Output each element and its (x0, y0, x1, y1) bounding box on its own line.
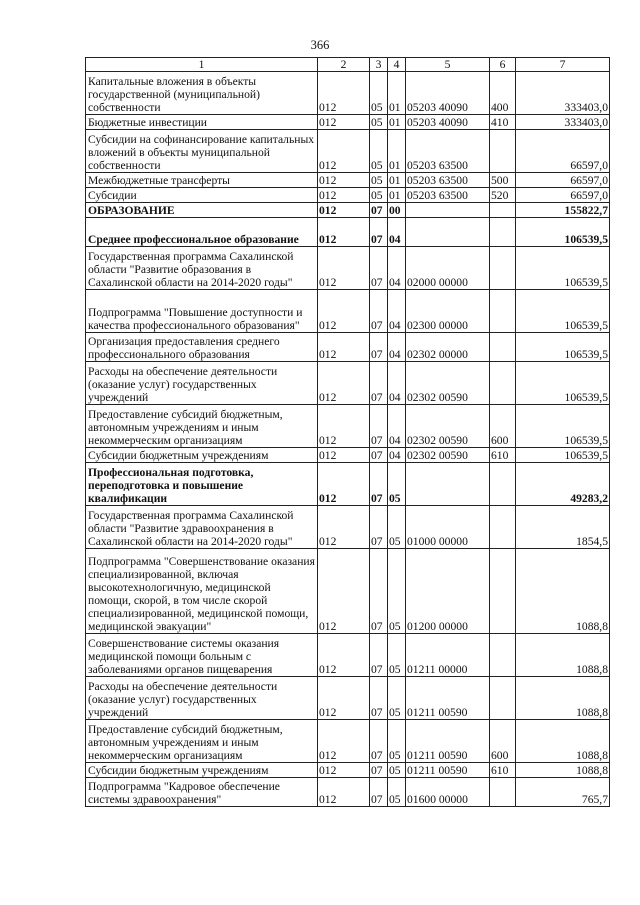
column-header-1: 1 (86, 58, 318, 72)
row-expense-type (490, 506, 516, 549)
row-amount: 155822,7 (516, 203, 610, 218)
row-ministry-code: 012 (318, 634, 370, 677)
table-row (86, 72, 610, 115)
row-subsection: 04 (388, 448, 406, 463)
row-target-article: 05203 63500 (406, 173, 490, 188)
row-subsection: 04 (388, 290, 406, 333)
row-name: Подпрограмма "Кадровое обеспечение системы здравоохранения" (86, 778, 318, 807)
row-expense-type (490, 203, 516, 218)
row-ministry-code: 012 (318, 333, 370, 362)
table-row (86, 218, 610, 247)
row-target-article: 05203 63500 (406, 188, 490, 203)
column-header-3: 3 (370, 58, 388, 72)
row-subsection: 01 (388, 130, 406, 173)
row-target-article: 02302 00590 (406, 405, 490, 448)
row-expense-type (490, 463, 516, 506)
row-name: Предоставление субсидий бюджетным, автономным учреждениям и иным некоммерческим организациям (86, 720, 318, 763)
row-section: 07 (370, 549, 388, 634)
row-amount: 1088,8 (516, 763, 610, 778)
table-body (86, 72, 610, 807)
row-ministry-code: 012 (318, 218, 370, 247)
table-row (86, 247, 610, 290)
table-row (86, 130, 610, 173)
row-amount: 49283,2 (516, 463, 610, 506)
row-subsection: 05 (388, 549, 406, 634)
row-ministry-code: 012 (318, 188, 370, 203)
row-expense-type: 410 (490, 115, 516, 130)
row-expense-type (490, 290, 516, 333)
page-number: 366 (310, 38, 330, 52)
table-row (86, 448, 610, 463)
row-expense-type: 520 (490, 188, 516, 203)
row-section: 07 (370, 218, 388, 247)
row-ministry-code: 012 (318, 549, 370, 634)
row-name: Субсидии бюджетным учреждениям (86, 763, 318, 778)
row-amount: 1088,8 (516, 549, 610, 634)
row-name: Предоставление субсидий бюджетным, автономным учреждениям и иным некоммерческим организациям (86, 405, 318, 448)
row-name: Подпрограмма "Совершенствование оказания специализированной, включая высокотехнологичную, медицинской помощи, скорой, в том числе скорой специализированной, медицинской помощи, медицинской эвакуации" (86, 549, 318, 634)
row-subsection: 04 (388, 362, 406, 405)
row-expense-type: 610 (490, 448, 516, 463)
row-ministry-code: 012 (318, 173, 370, 188)
row-name: Государственная программа Сахалинской области "Развитие здравоохранения в Сахалинской области на 2014-2020 годы" (86, 506, 318, 549)
row-ministry-code: 012 (318, 362, 370, 405)
row-amount: 66597,0 (516, 130, 610, 173)
row-target-article (406, 218, 490, 247)
row-section: 07 (370, 290, 388, 333)
row-ministry-code: 012 (318, 463, 370, 506)
table-row (86, 506, 610, 549)
row-subsection: 05 (388, 763, 406, 778)
row-subsection: 04 (388, 247, 406, 290)
column-header-6: 6 (490, 58, 516, 72)
row-name: Среднее профессиональное образование (86, 218, 318, 247)
row-ministry-code: 012 (318, 506, 370, 549)
row-amount: 1088,8 (516, 720, 610, 763)
row-expense-type: 500 (490, 173, 516, 188)
column-header-7: 7 (516, 58, 610, 72)
table-row (86, 405, 610, 448)
row-expense-type (490, 130, 516, 173)
row-section: 07 (370, 720, 388, 763)
row-expense-type (490, 677, 516, 720)
row-amount: 106539,5 (516, 333, 610, 362)
row-name: Организация предоставления среднего профессионального образования (86, 333, 318, 362)
row-section: 07 (370, 763, 388, 778)
row-target-article: 02302 00590 (406, 362, 490, 405)
row-name: Субсидии бюджетным учреждениям (86, 448, 318, 463)
row-target-article: 01211 00590 (406, 763, 490, 778)
row-target-article: 02302 00000 (406, 333, 490, 362)
row-subsection: 05 (388, 720, 406, 763)
row-section: 07 (370, 506, 388, 549)
row-expense-type (490, 778, 516, 807)
row-section: 07 (370, 247, 388, 290)
row-amount: 1088,8 (516, 634, 610, 677)
row-target-article: 05203 40090 (406, 115, 490, 130)
table-row (86, 720, 610, 763)
table-row (86, 463, 610, 506)
row-target-article: 01000 00000 (406, 506, 490, 549)
row-expense-type (490, 634, 516, 677)
row-name: Государственная программа Сахалинской области "Развитие образования в Сахалинской области на 2014-2020 годы" (86, 247, 318, 290)
table-row (86, 677, 610, 720)
row-ministry-code: 012 (318, 115, 370, 130)
row-section: 05 (370, 115, 388, 130)
row-name: Межбюджетные трансферты (86, 173, 318, 188)
row-section: 07 (370, 677, 388, 720)
column-header-2: 2 (318, 58, 370, 72)
row-subsection: 05 (388, 677, 406, 720)
row-subsection: 04 (388, 218, 406, 247)
column-header-4: 4 (388, 58, 406, 72)
row-amount: 106539,5 (516, 247, 610, 290)
row-name: Субсидии (86, 188, 318, 203)
row-subsection: 04 (388, 405, 406, 448)
row-section: 07 (370, 448, 388, 463)
row-subsection: 05 (388, 506, 406, 549)
row-ministry-code: 012 (318, 203, 370, 218)
row-subsection: 04 (388, 333, 406, 362)
row-target-article: 01211 00590 (406, 720, 490, 763)
row-name: Расходы на обеспечение деятельности (оказание услуг) государственных учреждений (86, 677, 318, 720)
row-target-article: 01211 00590 (406, 677, 490, 720)
row-expense-type (490, 362, 516, 405)
row-name: Субсидии на софинансирование капитальных вложений в объекты муниципальной собственности (86, 130, 318, 173)
row-ministry-code: 012 (318, 290, 370, 333)
column-header-5: 5 (406, 58, 490, 72)
table-row (86, 203, 610, 218)
row-ministry-code: 012 (318, 448, 370, 463)
table-row (86, 763, 610, 778)
table-row (86, 634, 610, 677)
row-subsection: 01 (388, 72, 406, 115)
table-row (86, 290, 610, 333)
row-target-article (406, 203, 490, 218)
table-row (86, 333, 610, 362)
row-section: 07 (370, 333, 388, 362)
table-row (86, 549, 610, 634)
row-name: Профессиональная подготовка, переподготовка и повышение квалификации (86, 463, 318, 506)
row-name: Совершенствование системы оказания медицинской помощи больным с заболеваниями органов пищеварения (86, 634, 318, 677)
row-subsection: 05 (388, 463, 406, 506)
row-name: ОБРАЗОВАНИЕ (86, 203, 318, 218)
row-section: 07 (370, 362, 388, 405)
row-target-article: 02300 00000 (406, 290, 490, 333)
row-amount: 333403,0 (516, 72, 610, 115)
row-amount: 1088,8 (516, 677, 610, 720)
row-ministry-code: 012 (318, 130, 370, 173)
row-target-article: 01211 00000 (406, 634, 490, 677)
row-ministry-code: 012 (318, 405, 370, 448)
row-ministry-code: 012 (318, 778, 370, 807)
row-expense-type (490, 218, 516, 247)
row-amount: 106539,5 (516, 405, 610, 448)
row-expense-type: 400 (490, 72, 516, 115)
row-ministry-code: 012 (318, 720, 370, 763)
row-subsection: 01 (388, 173, 406, 188)
row-name: Бюджетные инвестиции (86, 115, 318, 130)
row-target-article: 02302 00590 (406, 448, 490, 463)
row-section: 05 (370, 72, 388, 115)
row-name: Подпрограмма "Повышение доступности и качества профессионального образования" (86, 290, 318, 333)
row-subsection: 00 (388, 203, 406, 218)
row-ministry-code: 012 (318, 247, 370, 290)
table-row (86, 778, 610, 807)
row-name: Расходы на обеспечение деятельности (оказание услуг) государственных учреждений (86, 362, 318, 405)
row-section: 07 (370, 203, 388, 218)
row-section: 05 (370, 188, 388, 203)
row-amount: 1854,5 (516, 506, 610, 549)
table-row (86, 173, 610, 188)
row-target-article: 05203 63500 (406, 130, 490, 173)
table-row (86, 115, 610, 130)
row-amount: 333403,0 (516, 115, 610, 130)
row-amount: 765,7 (516, 778, 610, 807)
row-amount: 106539,5 (516, 362, 610, 405)
row-target-article: 01200 00000 (406, 549, 490, 634)
row-expense-type (490, 247, 516, 290)
row-amount: 106539,5 (516, 290, 610, 333)
row-target-article (406, 463, 490, 506)
row-expense-type (490, 333, 516, 362)
row-name: Капитальные вложения в объекты государственной (муниципальной) собственности (86, 72, 318, 115)
row-subsection: 01 (388, 115, 406, 130)
row-expense-type: 610 (490, 763, 516, 778)
row-target-article: 01600 00000 (406, 778, 490, 807)
row-amount: 66597,0 (516, 173, 610, 188)
row-amount: 66597,0 (516, 188, 610, 203)
row-section: 07 (370, 405, 388, 448)
row-subsection: 05 (388, 778, 406, 807)
row-expense-type: 600 (490, 720, 516, 763)
row-target-article: 05203 40090 (406, 72, 490, 115)
row-expense-type: 600 (490, 405, 516, 448)
row-ministry-code: 012 (318, 72, 370, 115)
row-ministry-code: 012 (318, 763, 370, 778)
row-expense-type (490, 549, 516, 634)
row-section: 07 (370, 778, 388, 807)
table-row (86, 362, 610, 405)
row-subsection: 05 (388, 634, 406, 677)
row-section: 07 (370, 463, 388, 506)
row-amount: 106539,5 (516, 448, 610, 463)
row-section: 05 (370, 130, 388, 173)
row-section: 07 (370, 634, 388, 677)
table-row (86, 188, 610, 203)
row-target-article: 02000 00000 (406, 247, 490, 290)
row-section: 05 (370, 173, 388, 188)
row-subsection: 01 (388, 188, 406, 203)
row-amount: 106539,5 (516, 218, 610, 247)
table-header-row (86, 58, 610, 72)
budget-table (85, 57, 610, 807)
row-ministry-code: 012 (318, 677, 370, 720)
